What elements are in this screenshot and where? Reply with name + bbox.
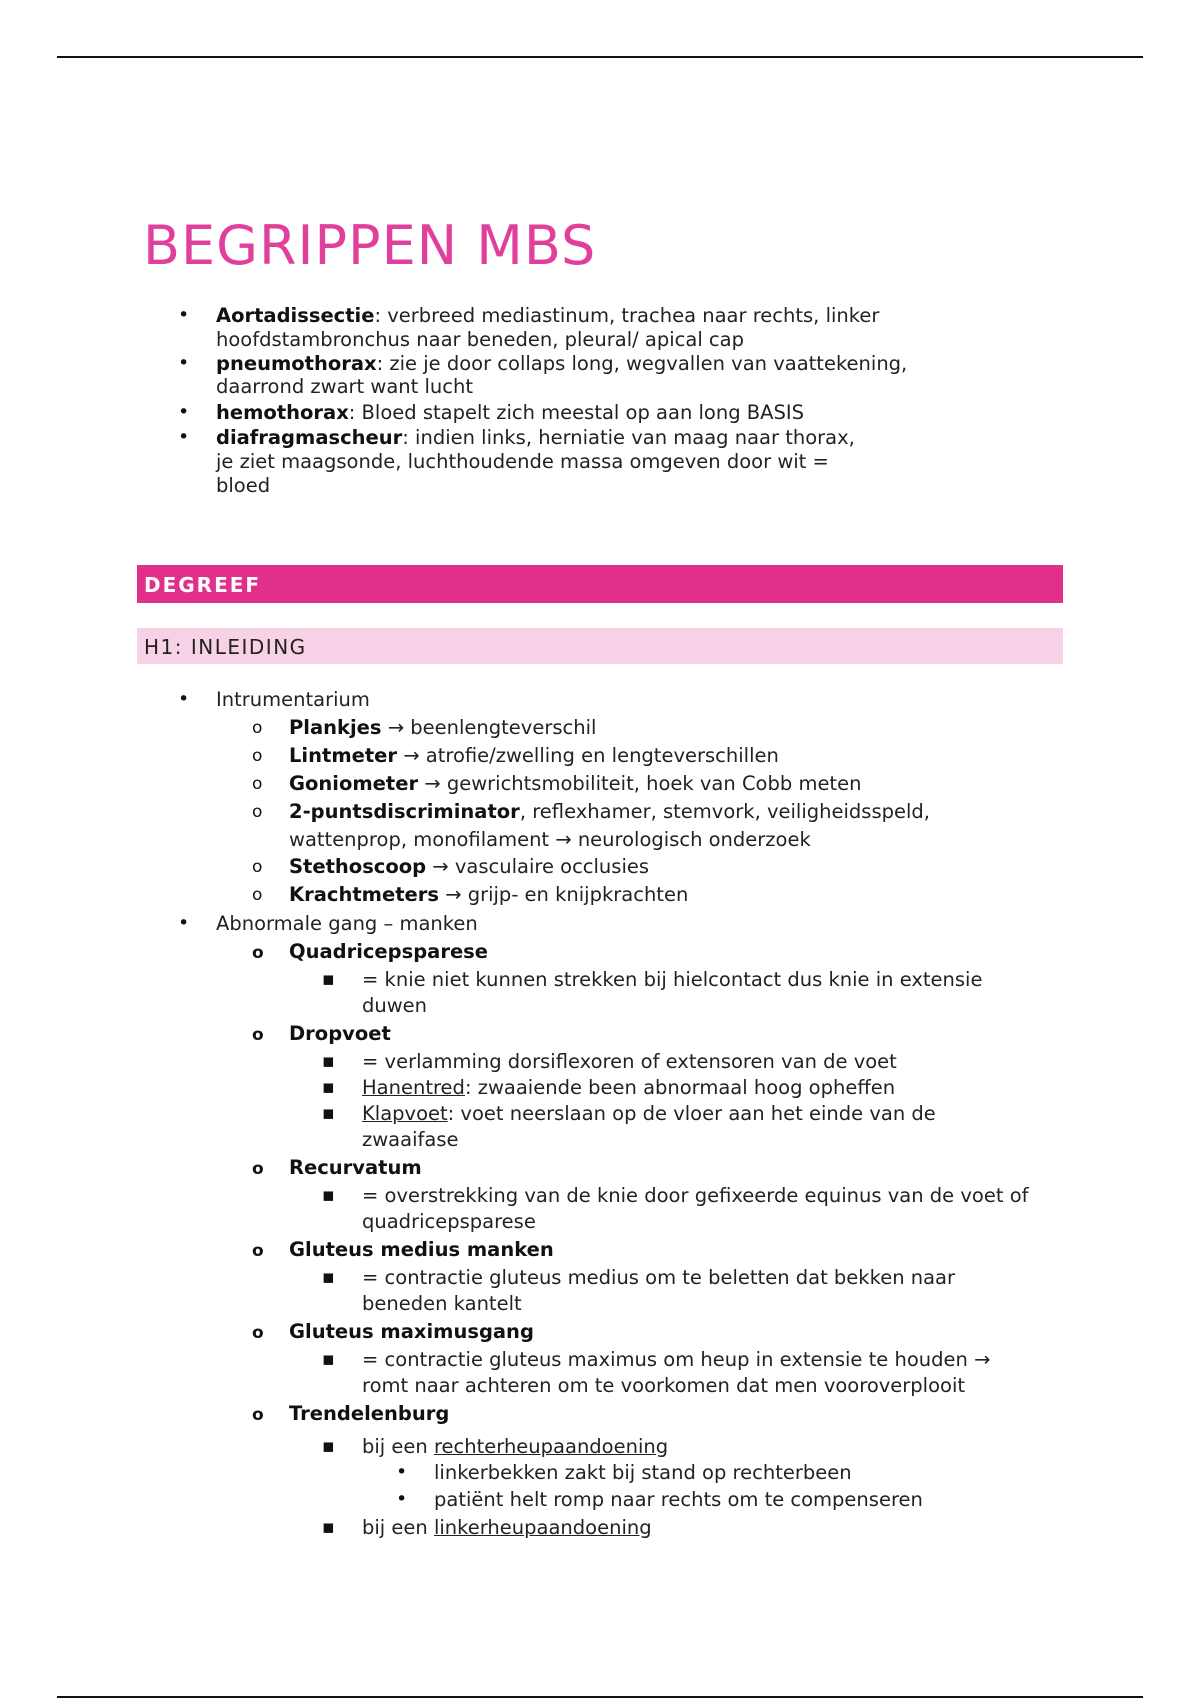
list-item-cont: quadricepsparese	[362, 1210, 536, 1233]
list-item: Krachtmeters → grijp- en knijpkrachten	[289, 883, 689, 906]
section-heading-text: DEGREEF	[144, 573, 262, 597]
list-item: diafragmascheur: indien links, herniatie van maag naar thorax,	[216, 426, 855, 449]
bullet-icon	[178, 912, 189, 935]
list-item: Lintmeter → atrofie/zwelling en lengteverschillen	[289, 744, 779, 767]
list-item: Dropvoet	[289, 1022, 391, 1045]
list-item: pneumothorax: zie je door collaps long, wegvallen van vaattekening,	[216, 352, 908, 375]
list-item: = contractie gluteus maximus om heup in extensie te houden →	[362, 1348, 991, 1371]
square-bullet-icon	[322, 1184, 335, 1207]
list-item: Aortadissectie: verbreed mediastinum, trachea naar rechts, linker	[216, 304, 880, 327]
list-item-cont: bloed	[216, 474, 271, 497]
circle-bullet-icon	[252, 801, 262, 824]
circle-bullet-icon	[252, 1240, 264, 1263]
circle-bullet-icon	[252, 745, 262, 768]
bullet-icon	[396, 1461, 407, 1484]
list-item: Gluteus medius manken	[289, 1238, 554, 1261]
square-bullet-icon	[322, 1516, 335, 1539]
square-bullet-icon	[322, 1435, 335, 1458]
list-item-cont: romt naar achteren om te voorkomen dat men vooroverplooit	[362, 1374, 966, 1397]
square-bullet-icon	[322, 1266, 335, 1289]
circle-bullet-icon	[252, 717, 262, 740]
bullet-icon	[178, 426, 189, 449]
list-item: Trendelenburg	[289, 1402, 450, 1425]
list-item-cont: wattenprop, monofilament → neurologisch onderzoek	[289, 828, 811, 851]
subsection-heading-text: H1: INLEIDING	[144, 635, 307, 659]
list-item: Plankjes → beenlengteverschil	[289, 716, 597, 739]
list-item: Intrumentarium	[216, 688, 370, 711]
bullet-icon	[178, 401, 189, 424]
square-bullet-icon	[322, 1102, 335, 1125]
list-item: Quadricepsparese	[289, 940, 489, 963]
list-item-cont: zwaaifase	[362, 1128, 459, 1151]
list-item: = overstrekking van de knie door gefixeerde equinus van de voet of	[362, 1184, 1029, 1207]
list-item: Stethoscoop → vasculaire occlusies	[289, 855, 650, 878]
bullet-icon	[178, 304, 189, 327]
square-bullet-icon	[322, 1050, 335, 1073]
list-item: Abnormale gang – manken	[216, 912, 478, 935]
list-item: linkerbekken zakt bij stand op rechterbeen	[434, 1461, 852, 1484]
header-rule	[57, 56, 1143, 58]
list-item: = knie niet kunnen strekken bij hielcontact dus knie in extensie	[362, 968, 983, 991]
square-bullet-icon	[322, 968, 335, 991]
page-title: BEGRIPPEN MBS	[143, 214, 597, 277]
bullet-icon	[178, 352, 189, 375]
list-item: 2-puntsdiscriminator, reflexhamer, stemvork, veiligheidsspeld,	[289, 800, 930, 823]
square-bullet-icon	[322, 1076, 335, 1099]
circle-bullet-icon	[252, 773, 262, 796]
list-item: patiënt helt romp naar rechts om te compenseren	[434, 1488, 923, 1511]
circle-bullet-icon	[252, 856, 262, 879]
list-item: Hanentred: zwaaiende been abnormaal hoog opheffen	[362, 1076, 896, 1099]
list-item: = contractie gluteus medius om te beletten dat bekken naar	[362, 1266, 956, 1289]
square-bullet-icon	[322, 1348, 335, 1371]
bullet-icon	[178, 688, 189, 711]
circle-bullet-icon	[252, 1322, 264, 1345]
circle-bullet-icon	[252, 1404, 264, 1427]
circle-bullet-icon	[252, 1158, 264, 1181]
list-item-cont: hoofdstambronchus naar beneden, pleural/ apical cap	[216, 328, 744, 351]
list-item-cont: daarrond zwart want lucht	[216, 375, 474, 398]
list-item: Klapvoet: voet neerslaan op de vloer aan het einde van de	[362, 1102, 936, 1125]
list-item: = verlamming dorsiflexoren of extensoren van de voet	[362, 1050, 897, 1073]
circle-bullet-icon	[252, 884, 262, 907]
list-item: Gluteus maximusgang	[289, 1320, 534, 1343]
bullet-icon	[396, 1488, 407, 1511]
list-item-cont: duwen	[362, 994, 428, 1017]
list-item-cont: je ziet maagsonde, luchthoudende massa omgeven door wit =	[216, 450, 829, 473]
list-item: bij een linkerheupaandoening	[362, 1516, 652, 1539]
list-item: Recurvatum	[289, 1156, 422, 1179]
list-item: bij een rechterheupaandoening	[362, 1435, 669, 1458]
section-heading	[137, 565, 1063, 603]
circle-bullet-icon	[252, 942, 264, 965]
list-item: Goniometer → gewrichtsmobiliteit, hoek van Cobb meten	[289, 772, 862, 795]
footer-rule	[57, 1696, 1143, 1698]
list-item-cont: beneden kantelt	[362, 1292, 522, 1315]
subsection-heading	[137, 628, 1063, 664]
circle-bullet-icon	[252, 1024, 264, 1047]
list-item: hemothorax: Bloed stapelt zich meestal op aan long BASIS	[216, 401, 805, 424]
